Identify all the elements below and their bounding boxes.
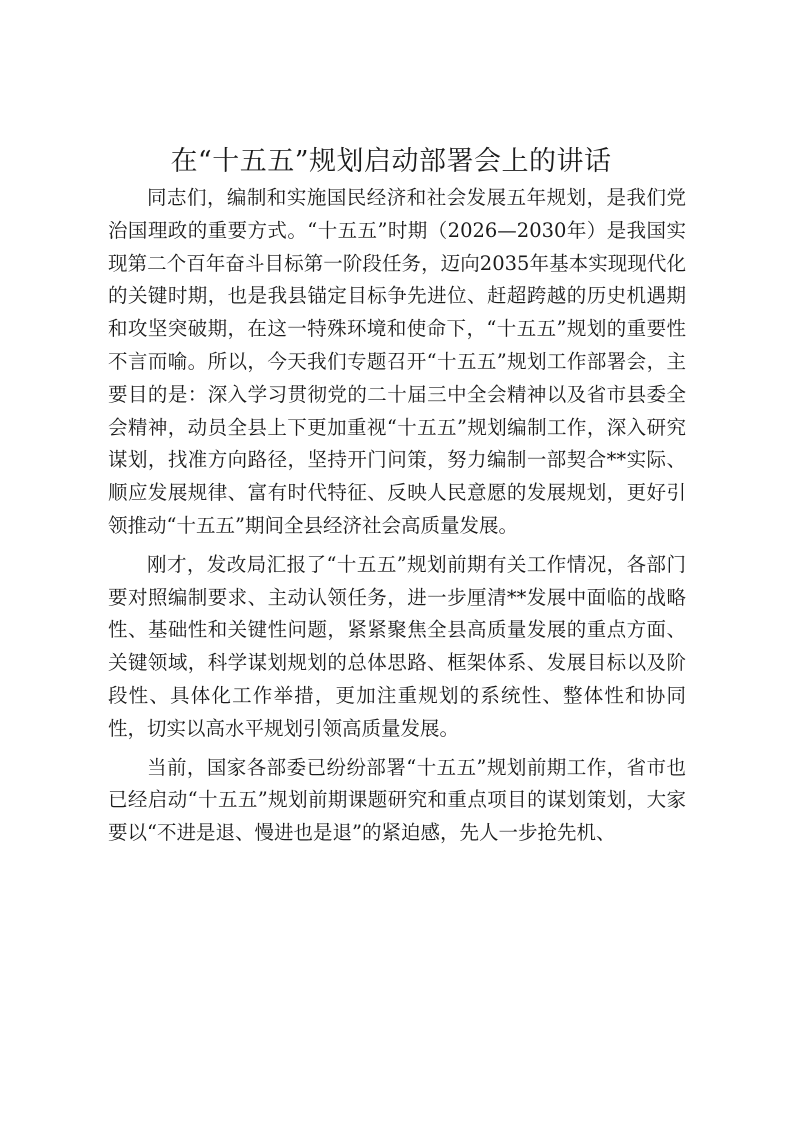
document-title: 在“十五五”规划启动部署会上的讲话 — [170, 146, 612, 177]
paragraph-1: 同志们，编制和实施国民经济和社会发展五年规划，是我们党治国理政的重要方式。“十五五”时期（2026—2030年）是我国实现第二个百年奋斗目标第一阶段任务，迈向2035年基本实现现代化的关键时期，也是我县锚定目标争先进位、赶超跨越的历史机遇期和攻坚突破期，在这一特殊环境和使命下，“十五五”规划的重要性不言而喻。所以，今天我们专题召开“十五五”规划工作部署会，主要目的是：深入学习贯彻党的二十届三中全会精神以及省市县委全会精神，动员全县上下更加重视“十五五”规划编制工作，深入研究谋划，找准方向路径，坚持开门问策，努力编制一部契合**实际、顺应发展规律、富有时代特征、反映人民意愿的发展规划，更好引领推动“十五五”期间全县经济社会高质量发展。 — [108, 186, 686, 537]
document-page — [108, 142, 686, 850]
paragraph-2: 刚才，发改局汇报了“十五五”规划前期有关工作情况，各部门要对照编制要求、主动认领任务，进一步厘清**发展中面临的战略性、基础性和关键性问题，紧紧聚焦全县高质量发展的重点方面、关键领域，科学谋划规划的总体思路、框架体系、发展目标以及阶段性、具体化工作举措，更加注重规划的系统性、整体性和协同性，切实以高水平规划引领高质量发展。 — [108, 552, 686, 740]
paragraph-3: 当前，国家各部委已纷纷部署“十五五”规划前期工作，省市也已经启动“十五五”规划前期课题研究和重点项目的谋划策划，大家要以“不进是退、慢进也是退”的紧迫感，先人一步抢先机、 — [108, 755, 686, 845]
